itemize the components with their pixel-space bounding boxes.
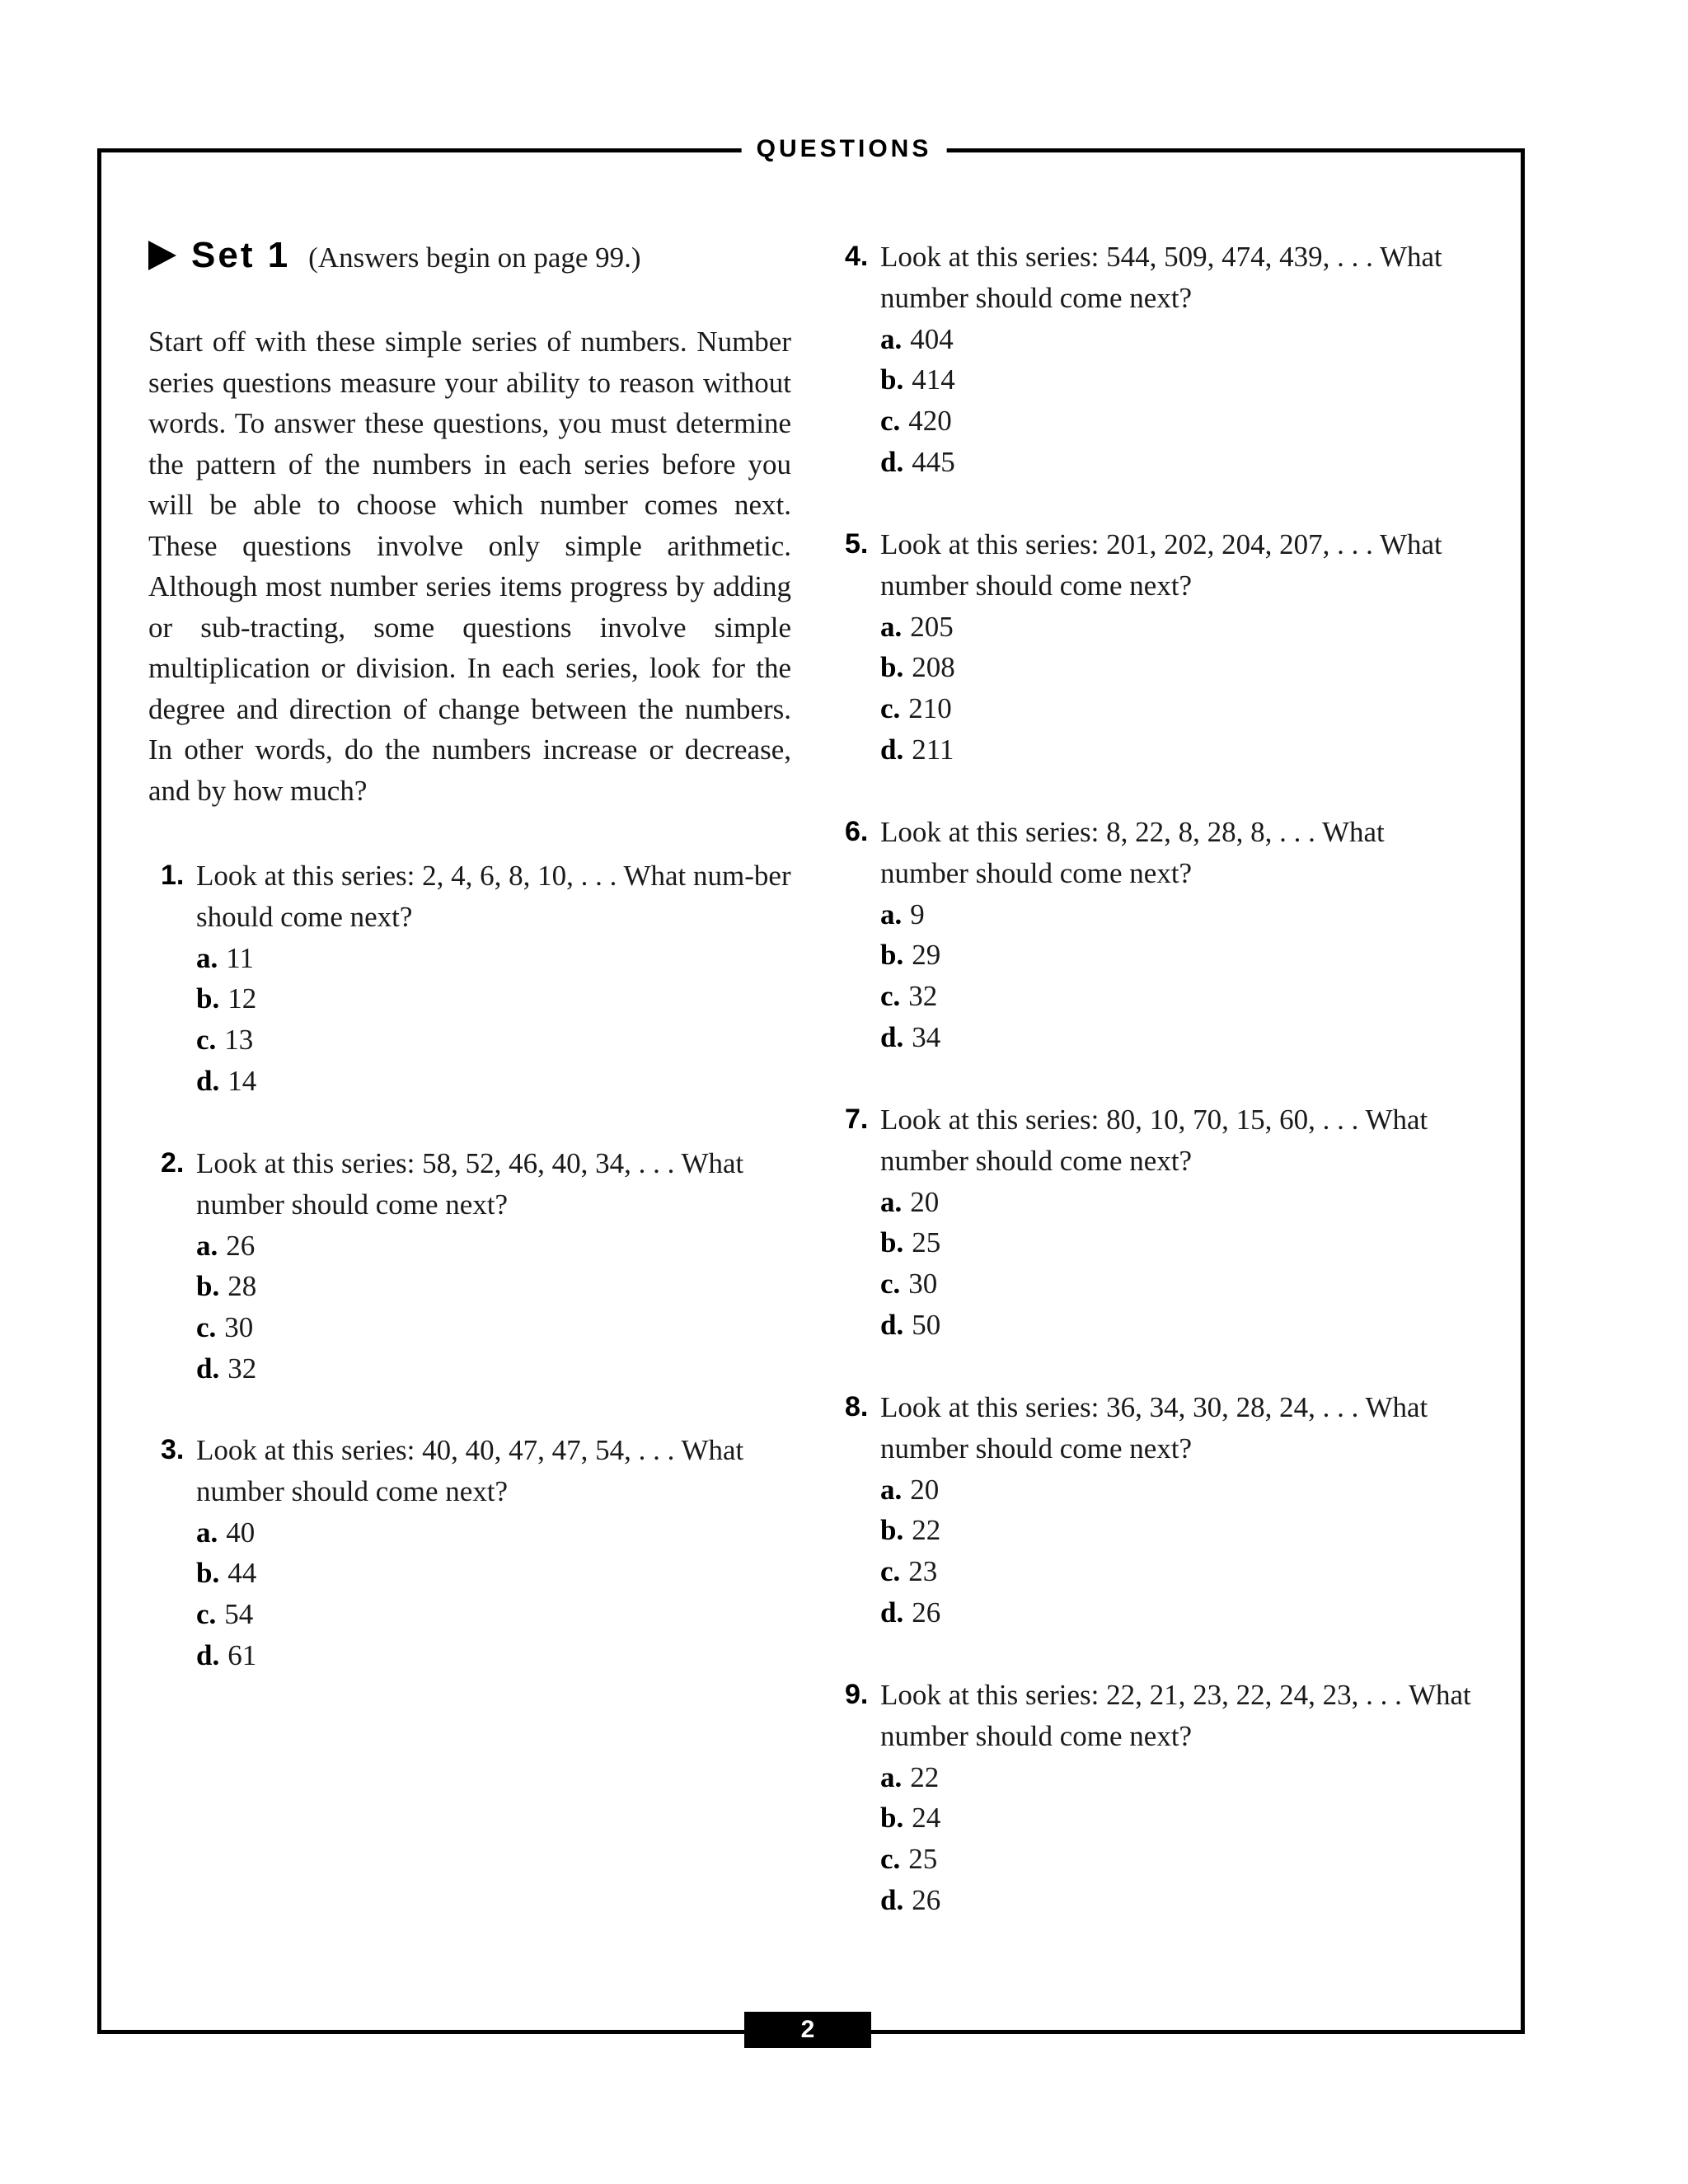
set-heading: Set 1 (191, 235, 291, 275)
question-number: 9. (845, 1679, 869, 1710)
option-letter: c. (880, 1555, 901, 1588)
answer-option (880, 1797, 1479, 1839)
set-answer-note: (Answers begin on page 99.) (308, 241, 641, 274)
option-letter: c. (196, 1598, 217, 1631)
question-1 (161, 855, 791, 1102)
question-text: Look at this series: 22, 21, 23, 22, 24, 23, . . . What number should come next? (880, 1679, 1471, 1752)
option-letter: a. (880, 1185, 903, 1218)
intro-paragraph: Start off with these simple series of numbers. Number series questions measure your ability to reason without words. To answer these questions, you must determine the pattern of the numbers in each series before you will be able to choose which number comes next. These questions involve only simple arithmetic. Although most number series items progress by adding or sub-tracting, some questions involve simple multiplication or division. In each series, look for the degree and direction of change between the numbers. In other words, do the numbers increase or decrease, and by how much? (148, 326, 791, 807)
option-letter: a. (880, 898, 903, 930)
question-number: 3. (161, 1434, 185, 1465)
question-6 (845, 812, 1479, 1058)
question-number: 2. (161, 1147, 185, 1179)
option-value: 54 (224, 1598, 254, 1631)
answer-options (880, 894, 1479, 1058)
question-2 (161, 1143, 791, 1390)
answer-option (196, 1226, 791, 1267)
answer-option (880, 647, 1479, 688)
answer-option (196, 938, 791, 979)
answer-option (880, 1757, 1479, 1798)
option-value: 20 (910, 1473, 940, 1506)
answer-option (880, 359, 1479, 401)
option-value: 205 (910, 610, 954, 643)
option-letter: d. (880, 1020, 904, 1053)
answer-option (196, 978, 791, 1019)
option-letter: d. (880, 1596, 904, 1629)
option-letter: c. (880, 692, 901, 725)
option-value: 404 (910, 322, 954, 355)
option-letter: a. (880, 610, 903, 643)
answer-options (880, 607, 1479, 771)
answer-option (880, 442, 1479, 483)
answer-option (880, 607, 1479, 648)
answer-option (880, 1222, 1479, 1263)
option-value: 14 (227, 1064, 257, 1097)
question-number: 8. (845, 1391, 869, 1422)
option-letter: a. (196, 1516, 218, 1549)
option-value: 30 (224, 1311, 254, 1344)
option-letter: c. (880, 1843, 901, 1876)
question-text: Look at this series: 201, 202, 204, 207, . . . What number should come next? (880, 528, 1442, 602)
option-letter: d. (196, 1352, 220, 1385)
answer-option (196, 1307, 791, 1348)
option-letter: c. (880, 980, 901, 1013)
answer-option (196, 1061, 791, 1102)
answer-option (880, 1263, 1479, 1305)
answer-option (196, 1348, 791, 1390)
answer-options (880, 1469, 1479, 1633)
option-value: 26 (226, 1229, 256, 1262)
answer-option (880, 1839, 1479, 1880)
question-number: 4. (845, 241, 869, 272)
option-letter: b. (880, 651, 904, 684)
option-letter: d. (880, 1308, 904, 1341)
question-text: Look at this series: 544, 509, 474, 439, . . . What number should come next? (880, 241, 1442, 314)
question-number: 1. (161, 860, 185, 891)
question-number: 7. (845, 1104, 869, 1135)
set-title (148, 235, 641, 276)
question-7 (845, 1099, 1479, 1346)
answer-option (880, 1017, 1479, 1058)
question-text: Look at this series: 8, 22, 8, 28, 8, . . . What number should come next? (880, 816, 1385, 889)
question-text: Look at this series: 2, 4, 6, 8, 10, . . . What num-ber should come next? (196, 860, 791, 933)
answer-option (196, 1019, 791, 1061)
answer-option (880, 1510, 1479, 1551)
question-text: Look at this series: 40, 40, 47, 47, 54, . . . What number should come next? (196, 1434, 744, 1507)
option-letter: a. (880, 1760, 903, 1793)
answer-option (880, 1880, 1479, 1921)
option-value: 210 (908, 692, 952, 725)
option-value: 28 (227, 1270, 257, 1303)
option-letter: d. (196, 1638, 220, 1671)
question-text: Look at this series: 80, 10, 70, 15, 60, . . . What number should come next? (880, 1104, 1428, 1177)
answer-option (880, 401, 1479, 442)
option-value: 13 (224, 1024, 254, 1057)
question-4 (845, 237, 1479, 483)
option-value: 44 (227, 1557, 257, 1590)
answer-options (196, 1512, 791, 1676)
answer-option (880, 1592, 1479, 1633)
answer-option (880, 1469, 1479, 1511)
option-letter: b. (880, 363, 904, 396)
option-letter: a. (880, 1473, 903, 1506)
option-value: 9 (910, 898, 925, 930)
option-letter: d. (880, 733, 904, 766)
option-value: 22 (912, 1514, 941, 1547)
option-letter: b. (880, 1802, 904, 1835)
option-value: 24 (912, 1802, 941, 1835)
option-letter: b. (196, 1270, 220, 1303)
question-5 (845, 524, 1479, 771)
answer-options (880, 1757, 1479, 1921)
question-number: 6. (845, 816, 869, 847)
option-letter: c. (880, 405, 901, 438)
option-value: 26 (912, 1596, 941, 1629)
option-value: 208 (912, 651, 955, 684)
answer-options (880, 319, 1479, 483)
option-value: 20 (910, 1185, 940, 1218)
option-value: 32 (227, 1352, 257, 1385)
answer-options (196, 1226, 791, 1390)
option-letter: c. (880, 1268, 901, 1301)
section-header: QUESTIONS (742, 134, 947, 164)
option-letter: a. (196, 941, 218, 974)
answer-options (196, 938, 791, 1102)
answer-option (880, 1182, 1479, 1223)
option-value: 211 (912, 733, 954, 766)
question-9 (845, 1675, 1479, 1921)
option-value: 40 (226, 1516, 256, 1549)
option-value: 445 (912, 445, 955, 478)
answer-option (880, 729, 1479, 771)
question-number: 5. (845, 528, 869, 560)
option-letter: c. (196, 1311, 217, 1344)
triangle-bullet-icon (148, 241, 176, 270)
answer-option (880, 894, 1479, 935)
option-value: 25 (908, 1843, 938, 1876)
option-value: 61 (227, 1638, 257, 1671)
answer-option (880, 688, 1479, 729)
option-value: 30 (908, 1268, 938, 1301)
option-letter: b. (196, 982, 220, 1015)
answer-option (196, 1553, 791, 1594)
option-letter: b. (880, 1514, 904, 1547)
option-value: 22 (910, 1760, 940, 1793)
answer-options (880, 1182, 1479, 1346)
answer-option (196, 1594, 791, 1635)
answer-option (196, 1635, 791, 1676)
question-3 (161, 1430, 791, 1676)
option-value: 34 (912, 1020, 941, 1053)
option-letter: c. (196, 1024, 217, 1057)
question-text: Look at this series: 58, 52, 46, 40, 34, . . . What number should come next? (196, 1147, 744, 1221)
option-letter: b. (880, 1226, 904, 1259)
answer-option (196, 1512, 791, 1554)
answer-option (880, 319, 1479, 360)
option-value: 29 (912, 939, 941, 972)
option-letter: d. (196, 1064, 220, 1097)
answer-option (196, 1266, 791, 1307)
answer-option (880, 1305, 1479, 1346)
question-8 (845, 1387, 1479, 1633)
answer-option (880, 976, 1479, 1017)
option-value: 23 (908, 1555, 938, 1588)
option-letter: a. (196, 1229, 218, 1262)
option-value: 26 (912, 1883, 941, 1916)
option-letter: d. (880, 445, 904, 478)
option-value: 50 (912, 1308, 941, 1341)
answer-option (880, 935, 1479, 976)
question-text: Look at this series: 36, 34, 30, 28, 24, . . . What number should come next? (880, 1391, 1428, 1465)
option-value: 12 (227, 982, 257, 1015)
option-value: 414 (912, 363, 955, 396)
option-letter: b. (880, 939, 904, 972)
option-value: 32 (908, 980, 938, 1013)
option-letter: b. (196, 1557, 220, 1590)
page-number: 2 (744, 2012, 871, 2048)
option-letter: d. (880, 1883, 904, 1916)
option-value: 420 (908, 405, 952, 438)
option-value: 25 (912, 1226, 941, 1259)
answer-option (880, 1551, 1479, 1592)
option-letter: a. (880, 322, 903, 355)
option-value: 11 (226, 941, 254, 974)
